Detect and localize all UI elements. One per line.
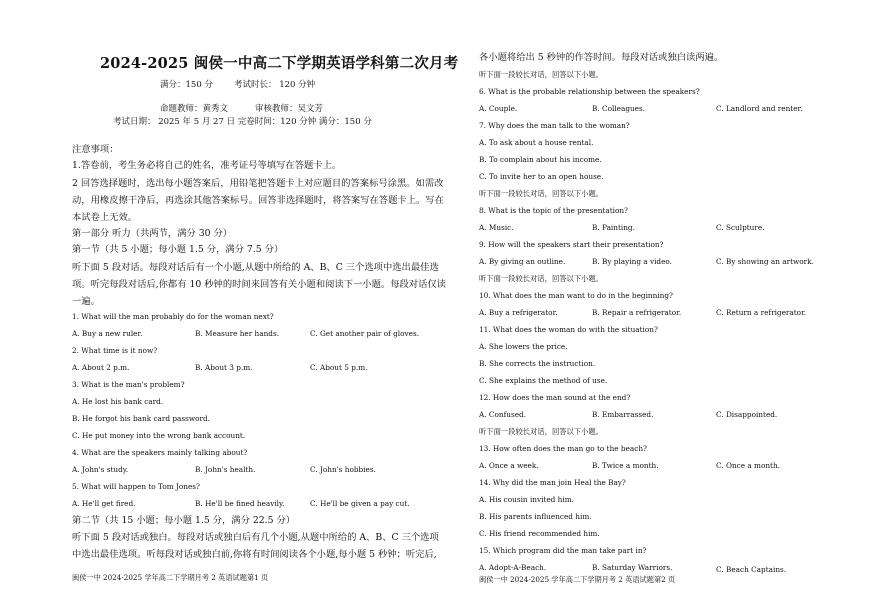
option-b: B. Embarrassed.: [592, 410, 654, 419]
option-b: B. Repair a refrigerator.: [592, 308, 682, 317]
page-footer: 闽侯一中 2024-2025 学年高二下学期月考 2 英语试题第1 页: [72, 573, 269, 582]
section1-instruction: 听下面 5 段对话。每段对话后有一个小题,从题中所给的 A、B、C 三个选项中选出最佳选: [72, 262, 439, 273]
page-footer: 闽侯一中 2024-2025 学年高二下学期月考 2 英语试题第2 页: [479, 575, 676, 584]
option-b: B. His parents influenced him.: [479, 512, 592, 521]
option-b: B. By playing a video.: [592, 257, 673, 266]
option-a: A. Music.: [479, 223, 514, 232]
notice-title: 注意事项：: [72, 144, 119, 155]
option-c: C. Landlord and renter.: [716, 104, 803, 113]
option-a: A. Confused.: [479, 410, 527, 419]
notice-line: 1.答卷前，考生务必将自己的姓名，准考证号等填写在答题卡上。: [72, 160, 342, 171]
question-stem: 15. Which program did the man take part in?: [479, 546, 647, 555]
option-c: C. Return a refrigerator.: [716, 308, 807, 317]
part1-title: 第一部分 听力（共两节，满分 30 分）: [72, 228, 233, 239]
question-stem: 3. What is the man's problem?: [72, 380, 185, 389]
option-a: A. By giving an outline.: [479, 257, 566, 266]
option-a: A. She lowers the price.: [479, 342, 568, 351]
option-b: B. Saturday Warriors.: [592, 563, 673, 572]
option-c: C. Beach Captains.: [716, 565, 787, 574]
listen-instruction: 听下面一段较长对话，回答以下小题。: [479, 70, 604, 79]
option-c: C. By showing an artwork.: [716, 257, 814, 266]
option-c: C. His friend recommended him.: [479, 529, 600, 538]
exam-title: 2024-2025 闽侯一中高二下学期英语学科第二次月考: [100, 55, 459, 72]
option-c: C. Once a month.: [716, 461, 781, 470]
option-a: A. Adopt-A-Beach.: [479, 563, 547, 572]
section2-instruction: 中选出最佳选项。听每段对话或独白前,你将有时间阅读各个小题,每小题 5 秒钟；听完后,: [72, 549, 437, 560]
notice-line: 2 回答选择题时，选出每小题答案后，用铅笔把答题卡上对应题目的答案标号涂黑。如需改: [72, 178, 444, 189]
listen-instruction: 听下面一段较长对话，回答以下小题。: [479, 189, 604, 198]
option-a: A. Couple.: [479, 104, 518, 113]
section1-title: 第一节（共 5 小题；每小题 1.5 分，满分 7.5 分）: [72, 244, 284, 255]
listen-instruction: 听下面一段较长对话，回答以下小题。: [479, 274, 604, 283]
option-c: C. About 5 p.m.: [310, 363, 368, 372]
option-a: A. John's study.: [72, 465, 129, 474]
option-a: A. He lost his bank card.: [72, 397, 164, 406]
option-b: B. She corrects the instruction.: [479, 359, 596, 368]
section2-instruction: 听下面 5 段对话或独白。每段对话或独白后有几个小题,从题中所给的 A、B、C 三个选项: [72, 532, 439, 543]
question-stem: 4. What are the speakers mainly talking about?: [72, 448, 248, 457]
option-c: C. Get another pair of gloves.: [310, 329, 420, 338]
option-c: C. Sculpture.: [716, 223, 765, 232]
question-stem: 9. How will the speakers start their presentation?: [479, 240, 664, 249]
option-b: B. To complain about his income.: [479, 155, 602, 164]
exam-duration: 考试时长： 120 分钟: [234, 80, 316, 90]
question-stem: 10. What does the man want to do in the beginning?: [479, 291, 673, 300]
option-b: B. Twice a month.: [592, 461, 659, 470]
section2-title: 第二节（共 15 小题；每小题 1.5 分，满分 22.5 分）: [72, 515, 296, 526]
notice-line: 本试卷上无效。: [72, 212, 138, 223]
option-c: C. Disappointed.: [716, 410, 778, 419]
option-a: A. To ask about a house rental.: [479, 138, 594, 147]
option-c: C. He'll be given a pay cut.: [310, 499, 410, 508]
section1-instruction: 项。听完每段对话后,你都有 10 秒钟的时间来回答有关小题和阅读下一小题。每段对话仅读: [72, 279, 446, 290]
option-b: B. Colleagues.: [592, 104, 646, 113]
exam-info: 考试日期： 2025 年 5 月 27 日 完卷时间：120 分钟 满分：150 分: [113, 117, 372, 127]
right-page: [435, 0, 855, 615]
question-stem: 6. What is the probable relationship between the speakers?: [479, 87, 700, 96]
full-score: 满分：150 分: [160, 80, 213, 90]
option-b: B. He forgot his bank card password.: [72, 414, 211, 423]
question-stem: 12. How does the man sound at the end?: [479, 393, 631, 402]
listen-instruction: 听下面一段较长对话，回答以下小题。: [479, 427, 604, 436]
section1-instruction: 一遍。: [72, 296, 100, 307]
option-b: B. About 3 p.m.: [195, 363, 253, 372]
question-stem: 13. How often does the man go to the beach?: [479, 444, 647, 453]
option-b: B. John's health.: [195, 465, 256, 474]
question-stem: 14. Why did the man join Heal the Bay?: [479, 478, 626, 487]
section2-continuation: 各小题将给出 5 秒钟的作答时间。每段对话或独白读两遍。: [479, 52, 724, 63]
option-a: A. Buy a refrigerator.: [479, 308, 558, 317]
option-a: A. He'll get fired.: [72, 499, 136, 508]
notice-line: 动，用橡皮擦干净后，再选涂其他答案标号。回答非选择题时，将答案写在答题卡上。写在: [72, 195, 444, 206]
option-b: B. He'll be fined heavily.: [195, 499, 285, 508]
option-c: C. John's hobbies.: [310, 465, 376, 474]
question-stem: 2. What time is it now?: [72, 346, 158, 355]
question-stem: 11. What does the woman do with the situation?: [479, 325, 658, 334]
question-stem: 8. What is the topic of the presentation?: [479, 206, 628, 215]
option-c: C. He put money into the wrong bank account.: [72, 431, 246, 440]
option-a: A. Once a week.: [479, 461, 539, 470]
option-c: C. She explains the method of use.: [479, 376, 608, 385]
option-c: C. To invite her to an open house.: [479, 172, 604, 181]
question-stem: 7. Why does the man talk to the woman?: [479, 121, 630, 130]
option-b: B. Painting.: [592, 223, 635, 232]
option-a: A. Buy a new ruler.: [72, 329, 143, 338]
setter-teacher: 命题教师：黄秀文: [160, 104, 229, 114]
option-b: B. Measure her hands.: [195, 329, 280, 338]
question-stem: 5. What will happen to Tom Jones?: [72, 482, 200, 491]
option-a: A. His cousin invited him.: [479, 495, 574, 504]
question-stem: 1. What will the man probably do for the woman next?: [72, 312, 274, 321]
option-a: A. About 2 p.m.: [72, 363, 130, 372]
reviewer-teacher: 审核教师：吴文芳: [255, 104, 324, 114]
